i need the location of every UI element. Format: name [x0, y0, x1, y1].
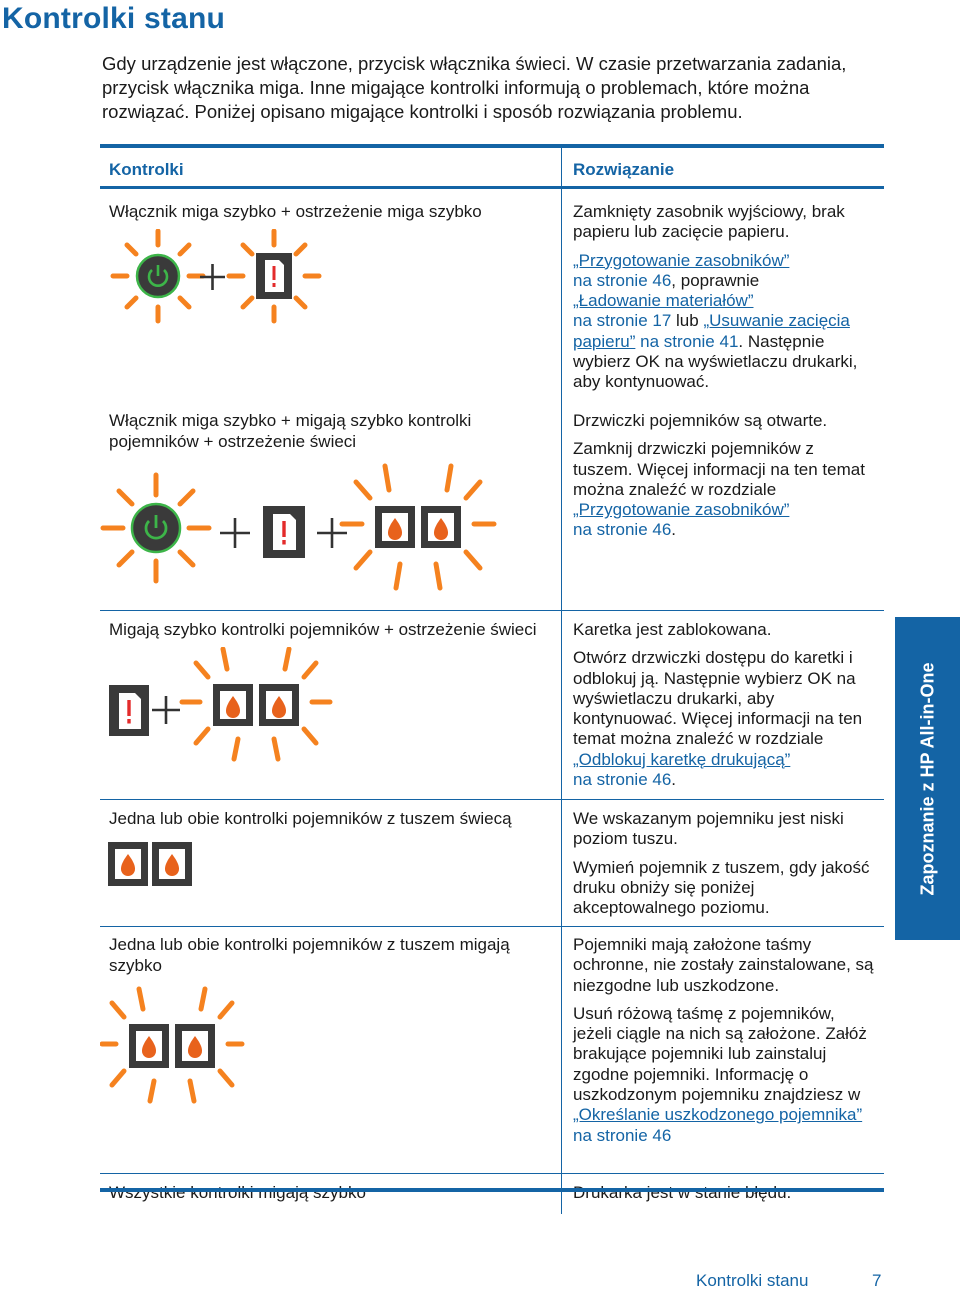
power-on-blinking-icon	[103, 475, 209, 581]
link-prepare-trays[interactable]: „Przygotowanie zasobników”	[573, 250, 790, 270]
power-on-blinking-icon	[113, 231, 203, 321]
page-ref: na stronie 17	[573, 311, 672, 331]
row-label: Wszystkie kontrolki migają szybko	[109, 1183, 366, 1202]
light-pattern-cartridges-blinking	[100, 983, 260, 1123]
light-pattern-power-warning	[100, 229, 400, 329]
header-solution: Rozwiązanie	[573, 160, 675, 179]
footer-section-title: Kontrolki stanu	[696, 1271, 809, 1290]
status-lights-table	[100, 144, 884, 1214]
row-label: Migają szybko kontrolki pojemników + ostrzeżenie świeci	[109, 620, 537, 639]
table-row	[100, 926, 884, 1173]
row-solution	[562, 611, 884, 799]
row-solution	[562, 1174, 884, 1214]
page-title: Kontrolki stanu	[2, 2, 226, 35]
page-ref: na stronie 46	[573, 520, 672, 540]
link-clear-jam[interactable]: „Usuwanie zacięcia papieru”	[573, 311, 850, 351]
warning-blinking-icon	[229, 231, 319, 321]
page-ref: na stronie 41	[640, 331, 739, 351]
warning-solid-icon	[263, 506, 305, 558]
footer-page-number: 7	[872, 1271, 882, 1290]
cartridges-blinking-icon	[182, 649, 330, 759]
light-pattern-cartridges-solid	[100, 836, 220, 896]
page-ref: na stronie 46	[573, 1125, 672, 1145]
row-solution	[562, 800, 884, 926]
table-row	[100, 189, 884, 411]
solution-cause: Zamknięty zasobnik wyjściowy, brak papieru lub zacięcie papieru.	[573, 202, 845, 242]
table-header	[100, 148, 884, 189]
table-row	[100, 1173, 884, 1214]
solution-cause: We wskazanym pojemniku jest niski poziom tuszu.	[573, 809, 844, 849]
row-label: Jedna lub obie kontrolki pojemników z tuszem świecą	[109, 809, 512, 828]
table-row	[100, 799, 884, 926]
row-solution	[562, 927, 884, 1173]
link-load-media[interactable]: „Ładowanie materiałów”	[573, 291, 754, 311]
side-tab-label: Zapoznanie z HP All-in-One	[917, 661, 937, 896]
row-label: Jedna lub obie kontrolki pojemników z tuszem migają szybko	[109, 935, 510, 975]
intro-paragraph: Gdy urządzenie jest włączone, przycisk włącznika świeci. W czasie przetwarzania zadania, przycisk włącznika miga. Inne migające kontrolki informują o problemach, które można rozwiązać. Poniżej opisano migające kontrolki i sposób rozwiązania problemu.	[102, 53, 847, 122]
solution-steps: Zamknij drzwiczki pojemników z tuszem. Więcej informacji na ten temat można znaleźć w rozdziale „Przygotowanie zasobników” na stronie 46.	[573, 439, 865, 540]
table-bottom-rule	[100, 1188, 884, 1192]
plus-icon	[220, 518, 250, 548]
light-pattern-warning-cartridges	[100, 647, 400, 767]
table-row	[100, 411, 884, 610]
plus-icon	[200, 264, 225, 290]
row-label: Włącznik miga szybko + migają szybko kontrolki pojemników + ostrzeżenie świeci	[109, 411, 472, 451]
row-solution	[562, 411, 884, 610]
row-label: Włącznik miga szybko + ostrzeżenie miga szybko	[109, 202, 482, 221]
plus-icon	[152, 696, 180, 724]
cartridges-blinking-icon	[342, 466, 494, 588]
warning-solid-icon	[109, 685, 149, 736]
link-prepare-trays[interactable]: „Przygotowanie zasobników”	[573, 500, 790, 520]
solution-cause: Pojemniki mają założone taśmy ochronne, nie zostały zainstalowane, są niezgodne lub uszkodzone.	[573, 935, 874, 995]
table-row	[100, 610, 884, 799]
row-solution	[562, 189, 884, 411]
section-side-tab	[895, 617, 960, 940]
link-identify-damaged-cartridge[interactable]: „Określanie uszkodzonego pojemnika”	[573, 1105, 863, 1125]
solution-steps: Wymień pojemnik z tuszem, gdy jakość druku obniży się poniżej akceptowalnego poziomu.	[573, 857, 870, 918]
cartridges-blinking-icon	[102, 989, 242, 1101]
header-lights: Kontrolki	[100, 148, 562, 186]
page-ref: na stronie 46	[573, 270, 672, 290]
light-pattern-power-warning-cartridges	[100, 459, 520, 599]
page-ref: na stronie 46	[573, 770, 672, 790]
solution-cause: Drzwiczki pojemników są otwarte.	[573, 411, 828, 430]
solution-steps: Usuń różową taśmę z pojemników, jeżeli ciągle na nich są założone. Załóż brakujące pojemniki lub zainstaluj zgodne pojemniki. Informację o uszkodzonym pojemniku znajdziesz w „Określanie uszkodzonego pojemnika” na stronie 46	[573, 1003, 867, 1145]
solution-cause: Drukarka jest w stanie błędu.	[573, 1183, 792, 1202]
link-unlock-carriage[interactable]: „Odblokuj karetkę drukującą”	[573, 749, 791, 769]
solution-cause: Karetka jest zablokowana.	[573, 620, 772, 639]
solution-steps: „Przygotowanie zasobników” na stronie 46, poprawnie „Ładowanie materiałów” na stronie 17 lub „Usuwanie zacięcia papieru” na stronie 41. Następnie wybierz OK na wyświetlaczu drukarki, aby kontynuować.	[573, 250, 858, 392]
solution-steps: Otwórz drzwiczki dostępu do karetki i odblokuj ją. Następnie wybierz OK na wyświetlaczu drukarki, aby kontynuować. Więcej informacji na ten temat można znaleźć w rozdziale „Odblokuj karetkę drukującą” na stronie 46.	[573, 648, 863, 790]
cartridges-solid-icon	[108, 842, 192, 886]
